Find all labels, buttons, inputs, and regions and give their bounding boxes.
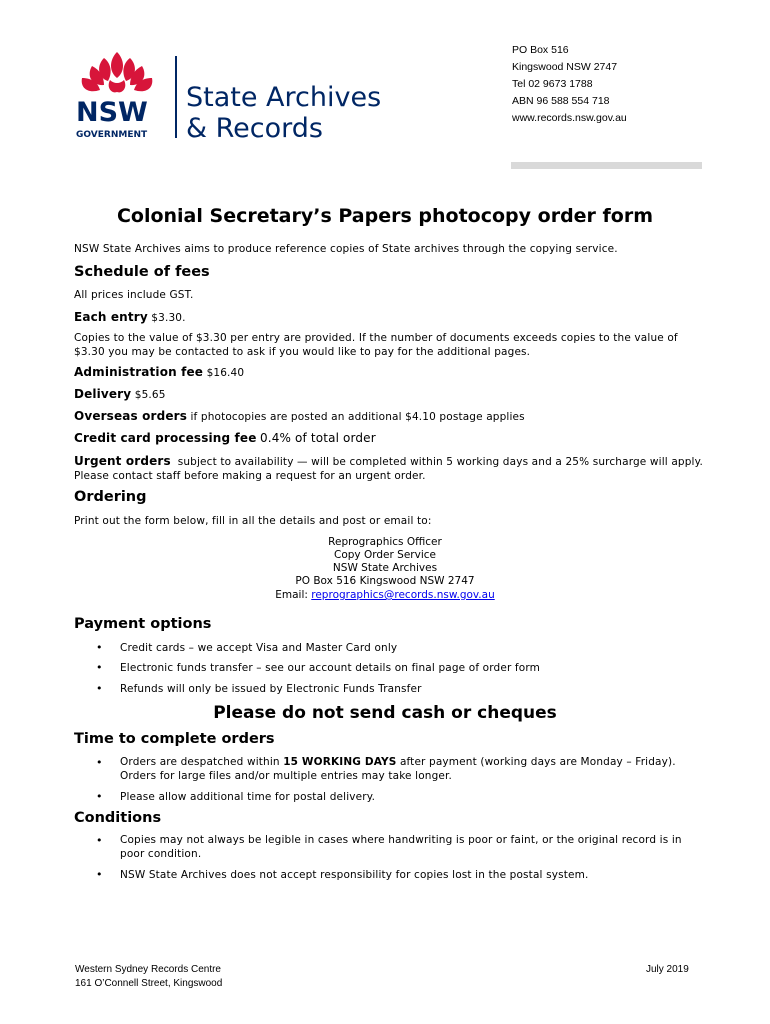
logo-line1-text: State Archives — [186, 82, 382, 113]
each-entry-label: Each entry — [74, 310, 148, 324]
email-label: Email: — [275, 589, 308, 601]
address-line-4: ABN 96 588 554 718 — [512, 95, 610, 107]
postal-address-line-4: PO Box 516 Kingswood NSW 2747 — [295, 575, 475, 587]
logo-government-text: GOVERNMENT — [76, 130, 148, 140]
nsw-state-archives-logo — [74, 50, 419, 142]
credit-card-fee-label: Credit card processing fee — [74, 431, 257, 445]
condition-item: Copies may not always be legible in cases where handwriting is poor or faint, or the original record is in poor condition. — [120, 834, 682, 860]
payment-item: Credit cards – we accept Visa and Master Card only — [120, 642, 398, 654]
payment-item: Electronic funds transfer – see our account details on final page of order form — [120, 662, 540, 674]
postal-address-line-1: Reprographics Officer — [328, 536, 442, 548]
page-title: Colonial Secretary’s Papers photocopy order form — [116, 205, 654, 227]
payment-item: Refunds will only be issued by Electronic Funds Transfer — [120, 683, 422, 695]
bullet-icon: • — [96, 834, 103, 847]
time-item-despatch — [120, 756, 700, 783]
admin-fee-row — [74, 366, 704, 381]
overseas-label: Overseas orders — [74, 409, 187, 423]
bullet-icon: • — [96, 756, 103, 769]
credit-card-fee-row — [74, 432, 704, 447]
email-row — [0, 589, 770, 603]
footer-date: July 2019 — [646, 964, 689, 975]
bullet-icon: • — [96, 868, 103, 881]
address-line-3: Tel 02 9673 1788 — [512, 78, 593, 90]
bullet-icon: • — [96, 682, 103, 695]
time-heading: Time to complete orders — [74, 731, 275, 747]
logo-divider — [175, 56, 177, 138]
no-cash-notice: Please do not send cash or cheques — [213, 703, 557, 723]
waratah-flower-icon — [82, 52, 153, 92]
each-entry-row — [74, 311, 704, 326]
time-item-bold: 15 WORKING DAYS — [283, 756, 397, 768]
time-item-postal: Please allow additional time for postal delivery. — [120, 791, 376, 803]
address-line-2: Kingswood NSW 2747 — [512, 61, 618, 73]
urgent-orders-value: subject to availability — will be completed within 5 working days and a 25% surcharge will apply. Please contact staff before making a request for an urgent order. — [74, 456, 703, 482]
time-item-pre: Orders are despatched within — [120, 756, 280, 768]
postal-address-line-2: Copy Order Service — [334, 549, 436, 561]
admin-fee-value: $16.40 — [206, 367, 245, 379]
fees-heading: Schedule of fees — [74, 264, 210, 280]
condition-item: NSW State Archives does not accept responsibility for copies lost in the postal system. — [120, 869, 589, 881]
logo-nsw-text: NSW — [76, 97, 148, 128]
time-item-post: after payment (working days are Monday – Friday). Orders for large files and/or multiple entries may take longer. — [120, 756, 676, 782]
header-rule — [511, 162, 702, 169]
address-line-5[interactable]: www.records.nsw.gov.au — [512, 112, 627, 124]
bullet-icon: • — [96, 661, 103, 674]
footer-line-1: Western Sydney Records Centre — [75, 964, 221, 975]
email-link[interactable]: reprographics@records.nsw.gov.au — [311, 589, 495, 601]
postal-address-line-3: NSW State Archives — [332, 562, 438, 574]
urgent-orders-label: Urgent orders — [74, 454, 171, 468]
each-entry-value: $3.30. — [151, 312, 186, 324]
each-entry-description: Copies to the value of $3.30 per entry are provided. If the number of documents exceeds copies to the value of $3.30 you may be contacted to ask if you would like to pay for the additional pages. — [74, 332, 678, 358]
conditions-heading: Conditions — [74, 810, 162, 826]
overseas-value: if photocopies are posted an additional $4.10 postage applies — [190, 411, 525, 423]
logo-line2-text: & Records — [186, 113, 323, 142]
credit-card-fee-value: 0.4% of total order — [260, 431, 376, 445]
admin-fee-label: Administration fee — [74, 365, 204, 379]
delivery-label: Delivery — [74, 387, 132, 401]
overseas-row — [74, 410, 704, 425]
footer-line-2: 161 O’Connell Street, Kingswood — [75, 978, 223, 989]
payment-heading: Payment options — [74, 616, 212, 632]
address-line-1: PO Box 516 — [512, 44, 569, 56]
delivery-row — [74, 388, 704, 403]
bullet-icon: • — [96, 641, 103, 654]
urgent-orders-row — [74, 455, 704, 483]
ordering-heading: Ordering — [74, 489, 147, 505]
intro-text: NSW State Archives aims to produce reference copies of State archives through the copying service. — [74, 243, 618, 255]
bullet-icon: • — [96, 790, 103, 803]
delivery-value: $5.65 — [134, 389, 166, 401]
ordering-instruction: Print out the form below, fill in all the details and post or email to: — [74, 515, 432, 527]
gst-note: All prices include GST. — [74, 289, 194, 301]
